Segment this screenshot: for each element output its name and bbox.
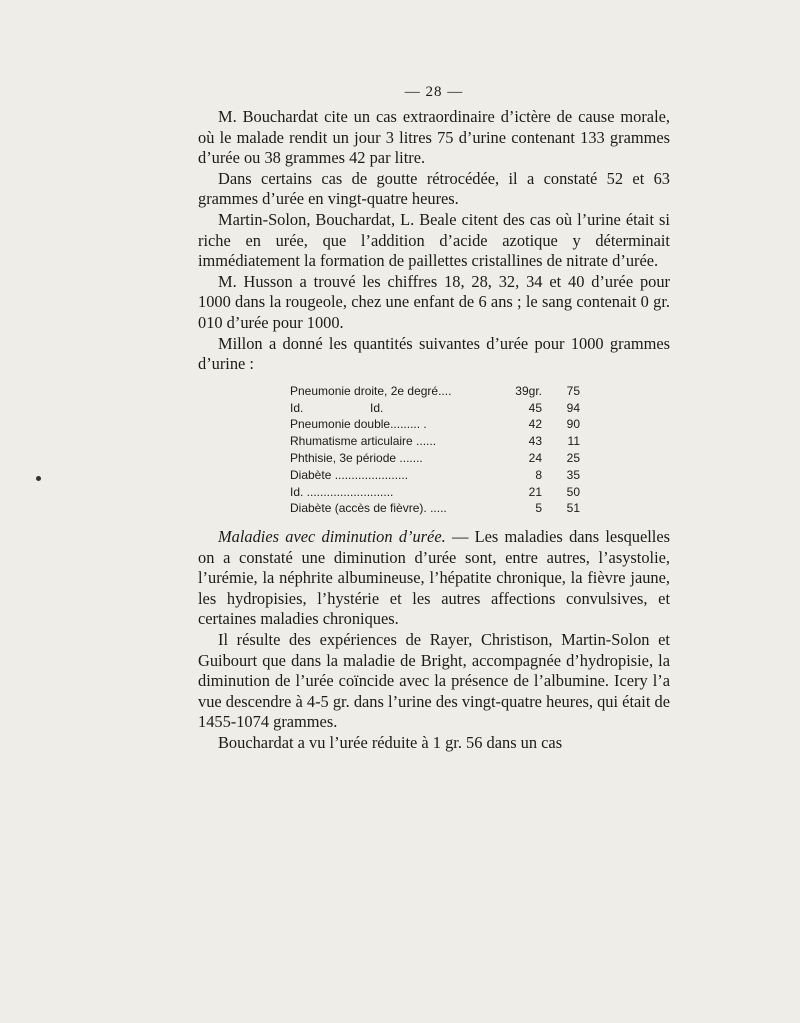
table-row	[290, 433, 580, 450]
table-row	[290, 500, 580, 517]
table-row	[290, 484, 580, 501]
table-decimal: 25	[566, 450, 580, 465]
ink-spot	[36, 476, 41, 481]
table-value: 42	[528, 417, 542, 432]
table-value: 39gr.	[515, 383, 542, 398]
table-label: Pneumonie droite, 2e degré....	[290, 383, 452, 398]
page-number: — 28 —	[404, 84, 464, 100]
table-value: 5	[535, 501, 542, 516]
table-value: 21	[528, 484, 542, 499]
table-decimal: 75	[566, 383, 580, 398]
paragraph-5: Millon a donné les quantités suivantes d’urée pour 1000 grammes d’urine :	[198, 333, 670, 374]
paragraph-7: Bouchardat a vu l’urée réduite à 1 gr. 56 dans un cas	[218, 733, 563, 753]
table-row	[290, 400, 580, 417]
table-label: Id. ..........................	[290, 484, 394, 499]
paragraph-1: M. Bouchardat cite un cas extraordinaire d’ictère de cause morale, où le malade rendit un jour 3 litres 75 d’urine contenant 133 grammes d’urée ou 38 grammes 42 par litre.	[198, 107, 670, 168]
table-row	[290, 383, 580, 400]
table-value: 24	[528, 450, 542, 465]
table-label: Rhumatisme articulaire ......	[290, 434, 437, 449]
table-row	[290, 467, 580, 484]
table-value: 43	[528, 434, 542, 449]
table-decimal: 11	[567, 434, 580, 449]
table-value: 45	[528, 400, 542, 415]
table-row	[290, 416, 580, 433]
book-page	[198, 84, 670, 754]
urea-table	[290, 383, 580, 517]
table-label: Phthisie, 3e période .......	[290, 450, 423, 465]
table-decimal: 50	[566, 484, 580, 499]
paragraph-4: M. Husson a trouvé les chiffres 18, 28, 32, 34 et 40 d’urée pour 1000 dans la rougeole, chez une enfant de 6 ans ; le sang contenait 0 gr. 010 d’urée pour 1000.	[198, 271, 670, 332]
table-decimal: 90	[566, 417, 580, 432]
table-label: Diabète (accès de fièvre). .....	[290, 501, 447, 516]
table-label: Pneumonie double......... .	[290, 417, 427, 432]
paragraph-3: Martin-Solon, Bouchardat, L. Beale citent des cas où l’urine était si riche en urée, que l’addition d’acide azotique y déterminait immédiatement la formation de paillettes cristallines de nitrate d’urée.	[198, 209, 670, 271]
table-value: 8	[535, 467, 542, 482]
table-decimal: 35	[566, 467, 580, 482]
table-row	[290, 450, 580, 467]
section-heading: Maladies avec diminution d’urée.	[218, 527, 446, 547]
table-decimal: 51	[566, 501, 580, 516]
paragraph-2: Dans certains cas de goutte rétrocédée, il a constaté 52 et 63 grammes d’urée en vingt-quatre heures.	[198, 168, 670, 209]
section-text: — Les maladies dans lesquelles on a constaté une diminution d’urée sont, entre autres, l’asystolie, l’urémie, la néphrite albumineuse, l’hépatite chronique, la fièvre jaune, les hydropisies, l’hystérie et les autres affections convulsives, et certaines maladies chroniques.	[198, 527, 671, 629]
table-decimal: 94	[566, 400, 580, 415]
paragraph-6: Il résulte des expériences de Rayer, Christison, Martin-Solon et Guibourt que dans la maladie de Bright, accompagnée d’hydropisie, la diminution de l’urée coïncide avec la présence de l’albumine. Icery l’a vue descendre à 4-5 gr. dans l’urine des vingt-quatre heures, qui était de 1455-1074 grammes.	[198, 630, 670, 732]
table-label: Diabète ......................	[290, 467, 409, 482]
table-label: Id. Id.	[290, 400, 384, 415]
section-paragraph	[198, 527, 670, 630]
